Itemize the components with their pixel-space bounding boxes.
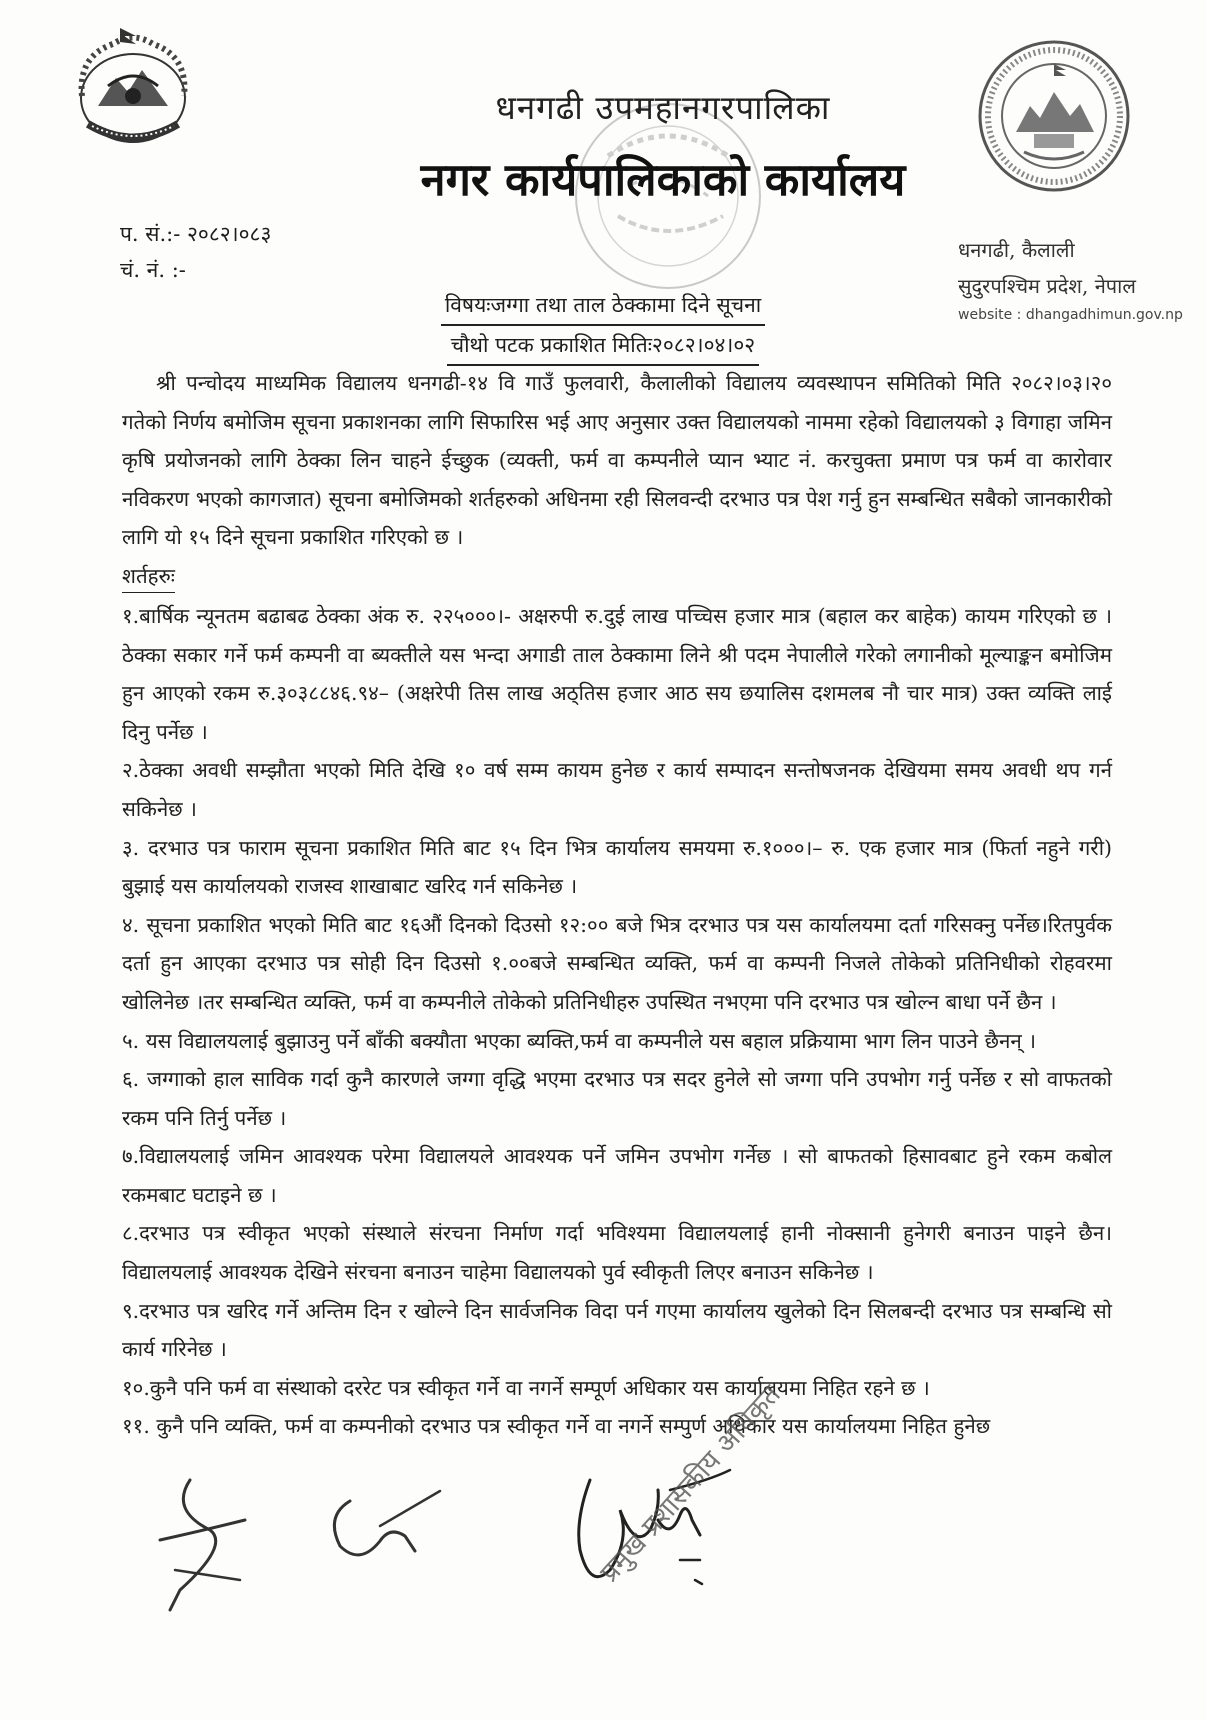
intro-paragraph: श्री पन्चोदय माध्यमिक विद्यालय धनगढी-१४ वि गाउँ फुलवारी, कैलालीको विद्यालय व्यवस्थापन समितिको मिति २०८२।०३।२० गतेको निर्णय बमोजिम सूचना प्रकाशनका लागि सिफारिस भई आए अनुसार उक्त विद्यालयको नाममा रहेको विद्यालयको ३ विगाहा जमिन कृषि प्रयोजनको लागि ठेक्का लिन चाहने ईच्छुक (व्यक्ती, फर्म वा कम्पनीले प्यान भ्याट नं. करचुक्ता प्रमाण पत्र फर्म वा कारोवार नविकरण भएको कागजात) सूचना बमोजिमको शर्तहरुको अधिनमा रही सिलवन्दी दरभाउ पत्र पेश गर्नु हुन सम्बन्धित सबैको जानकारीको लागि यो १५ दिने सूचना प्रकाशित गरिएको छ । — [122, 371, 1112, 550]
condition-item: ४. सूचना प्रकाशित भएको मिति बाट १६औं दिनको दिउसो १२:०० बजे भित्र दरभाउ पत्र यस कार्यालयमा दर्ता गरिसक्नु पर्नेछ।रितपुर्वक दर्ता हुन आएका दरभाउ पत्र सोही दिन दिउसो १.००बजे सम्बन्धित व्यक्ति, फर्म वा कम्पनी निजले तोकेको प्रतिनिधीको रोहवरमा खोलिनेछ ।तर सम्बन्धित व्यक्ति, फर्म वा कम्पनीले तोकेको प्रतिनिधीहरु उपस्थित नभएमा पनि दरभाउ पत्र खोल्न बाधा पर्ने छैन । — [122, 912, 1112, 1014]
condition-item: १०.कुनै पनि फर्म वा संस्थाको दररेट पत्र स्वीकृत गर्ने वा नगर्ने सम्पूर्ण अधिकार यस कार्यालयमा निहित रहने छ । — [122, 1375, 930, 1400]
condition-item: ३. दरभाउ पत्र फाराम सूचना प्रकाशित मिति बाट १५ दिन भित्र कार्यालय समयमा रु.१०००।– रु. एक हजार मात्र (फिर्ता नहुने गरी) बुझाई यस कार्यालयको राजस्व शाखाबाट खरिद गर्न सकिनेछ । — [122, 835, 1112, 899]
condition-item: १.बार्षिक न्यूनतम बढाबढ ठेक्का अंक रु. २२५०००।- अक्षरुपी रु.दुई लाख पच्चिस हजार मात्र (बहाल कर बाहेक) कायम गरिएको छ । ठेक्का सकार गर्ने फर्म कम्पनी वा ब्यक्तीले यस भन्दा अगाडी ताल ठेक्कामा लिने श्री पदम नेपालीले गरेको लगानीको मूल्याङ्कन बमोजिम हुन आएको रकम रु.३०३८८४६.९४– (अक्षरेपी तिस लाख अठ्तिस हजार आठ सय छयालिस दशमलब नौ चार मात्र) उक्त व्यक्ति लाई दिनु पर्नेछ । — [122, 603, 1112, 744]
publication-date: चौथो पटक प्रकाशित मितिः२०८२।०४।०२ — [447, 326, 759, 366]
subject-block — [0, 286, 1206, 366]
reference-number: प. सं.:- २०८२।०८३ — [120, 222, 272, 246]
address-province: सुदुरपश्चिम प्रदेश, नेपाल — [958, 274, 1136, 298]
condition-item: ७.विद्यालयलाई जमिन आवश्यक परेमा विद्यालयले आवश्यक पर्ने जमिन उपभोग गर्नेछ । सो बाफतको हिसावबाट हुने रकम कबोल रकमबाट घटाइने छ । — [122, 1144, 1112, 1207]
condition-item: ११. कुनै पनि व्यक्ति, फर्म वा कम्पनीको दरभाउ पत्र स्वीकृत गर्ने वा नगर्ने सम्पुर्ण अधिकार यस कार्यालयमा निहित हुनेछ — [122, 1414, 991, 1439]
condition-item: ५. यस विद्यालयलाई बुझाउनु पर्ने बाँकी बक्यौता भएका ब्यक्ति,फर्म वा कम्पनीले यस बहाल प्रक्रियामा भाग लिन पाउने छैनन् । — [122, 1028, 1036, 1053]
signature-mark-1 — [150, 1470, 260, 1620]
dispatch-number: चं. नं. :- — [120, 258, 186, 282]
condition-item: ९.दरभाउ पत्र खरिद गर्ने अन्तिम दिन र खोल्ने दिन सार्वजनिक विदा पर्न गएमा कार्यालय खुलेको दिन सिलबन्दी दरभाउ पत्र सम्बन्धि सो कार्य गरिनेछ । — [122, 1298, 1112, 1362]
notice-body — [122, 364, 1112, 1446]
condition-item: ६. जग्गाको हाल साविक गर्दा कुनै कारणले जग्गा वृद्धि भएमा दरभाउ पत्र सदर हुनेले सो जग्गा पनि उपभोग गर्नु पर्नेछ र सो वाफतको रकम पनि तिर्नु पर्नेछ । — [122, 1067, 1112, 1130]
subject-title: विषयःजग्गा तथा ताल ठेक्कामा दिने सूचना — [441, 286, 765, 326]
condition-item: ८.दरभाउ पत्र स्वीकृत भएको संस्थाले संरचना निर्माण गर्दा भविश्यमा विद्यालयलाई हानी नोक्सानी हुनेगरी बनाउन पाइने छैन। विद्यालयलाई आवश्यक देखिने संरचना बनाउन चाहेमा विद्यालयको पुर्व स्वीकृती लिएर बनाउन सकिनेछ । — [122, 1221, 1112, 1285]
org-name: धनगढी उपमहानगरपालिका — [495, 88, 831, 127]
office-name: नगर कार्यपालिकाको कार्यालय — [420, 153, 906, 206]
address-city: धनगढी, कैलाली — [958, 238, 1075, 262]
signature-mark-2 — [320, 1486, 450, 1576]
designation-stamp: प्रमुख प्रशासकीय अधिकृत — [594, 1379, 787, 1589]
condition-item: २.ठेक्का अवधी सम्झौता भएको मिति देखि १० वर्ष सम्म कायम हुनेछ र कार्य सम्पादन सन्तोषजनक देखियमा समय अवधी थप गर्न सकिनेछ । — [122, 758, 1112, 821]
reference-block — [120, 216, 271, 288]
website-text: website : dhangadhimun.gov.np — [958, 307, 1183, 323]
conditions-heading: शर्तहरुः — [122, 560, 175, 593]
